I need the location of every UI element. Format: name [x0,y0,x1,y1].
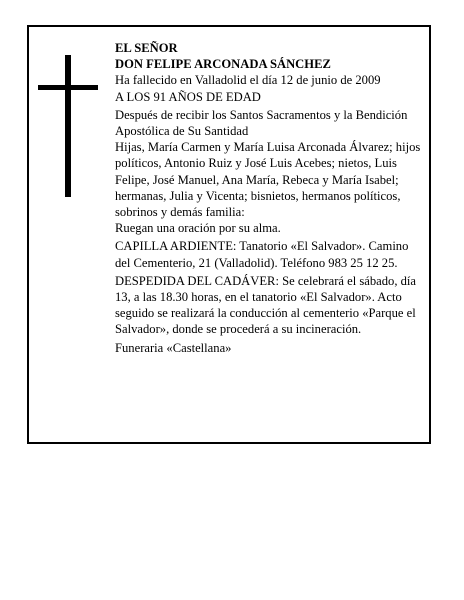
age-line: A LOS 91 AÑOS DE EDAD [115,89,261,104]
deceased-name: DON FELIPE ARCONADA SÁNCHEZ [115,57,331,72]
chapel-info: CAPILLA ARDIENTE: Tanatorio «El Salvador». Camino del Cementerio, 21 (Valladolid). Teléfono 983 25 12 25. [115,239,409,270]
prayer-request: Ruegan una oración por su alma. [115,221,281,236]
family-list: Hijas, María Carmen y María Luisa Arconada Álvarez; hijos políticos, Antonio Ruiz y José Luis Acebes; nietos, Luis Felipe, José Manuel, Ana María, Rebeca y María Isabel; hermanas, Julia y Vicenta; bisnietos, hermanos políticos, sobrinos y demás familia: [115,140,421,220]
funeral-home: Funeraria «Castellana» [115,340,232,355]
death-line: Ha fallecido en Valladolid el día 12 de junio de 2009 [115,73,381,88]
farewell-info: DESPEDIDA DEL CADÁVER: Se celebrará el sábado, día 13, a las 18.30 horas, en el tanatorio «El Salvador». Acto seguido se realizará la conducción al cementerio «Parque el Salvador», donde se procederá a su incineración. [115,273,417,337]
sacraments-text: Después de recibir los Santos Sacramentos y la Bendición Apostólica de Su Santidad [115,107,408,139]
cross-horizontal-bar [38,85,98,90]
obituary-title: EL SEÑOR [115,41,178,55]
cross-icon [38,55,98,197]
cross-vertical-bar [65,55,71,197]
obituary-text [115,40,421,356]
